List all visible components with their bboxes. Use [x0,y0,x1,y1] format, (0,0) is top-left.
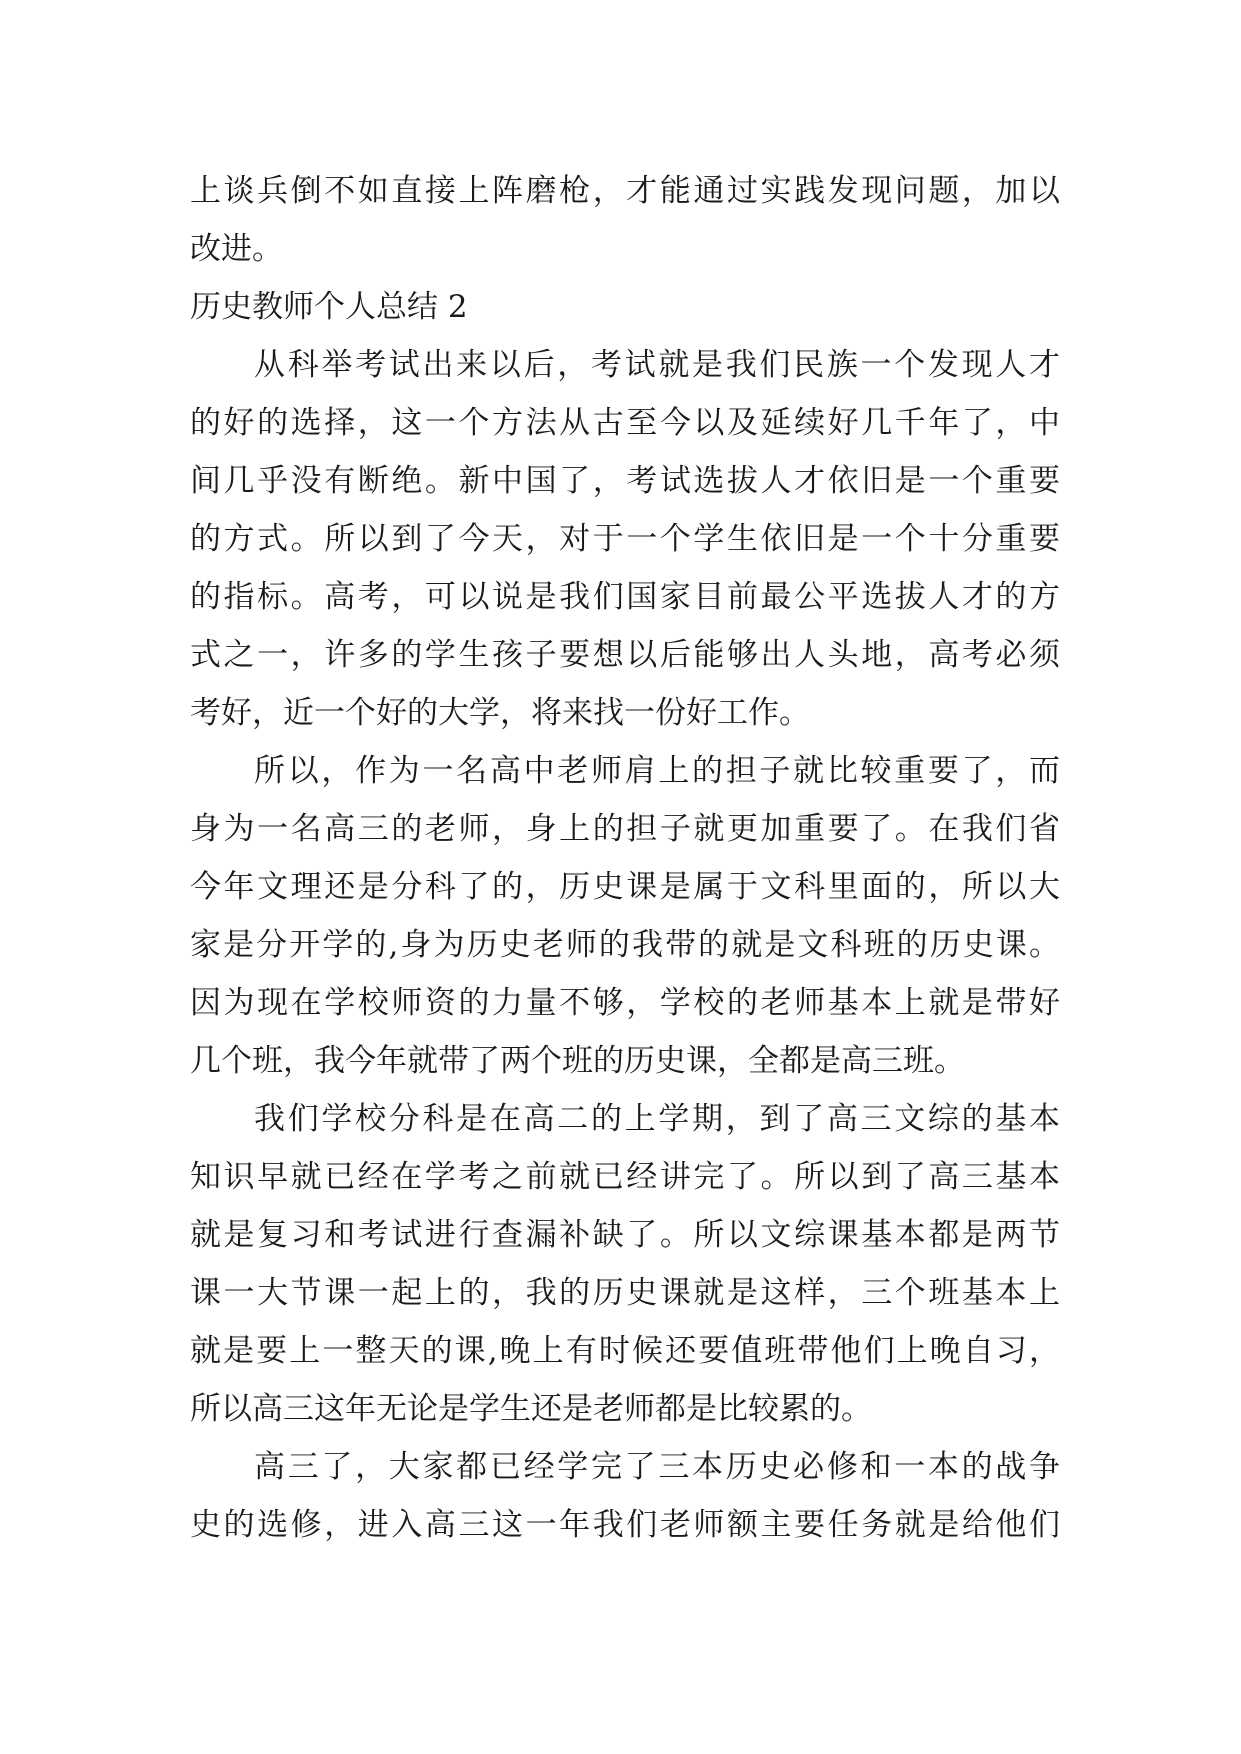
paragraph-line: 所以高三这年无论是学生还是老师都是比较累的。 [190,1391,872,1427]
paragraph-line: 的方式。所以到了今天，对于一个学生依旧是一个十分重要 [190,521,1060,557]
paragraph-line: 几个班，我今年就带了两个班的历史课，全都是高三班。 [190,1043,965,1079]
paragraph-line: 从科举考试出来以后，考试就是我们民族一个发现人才 [254,347,1060,383]
intro-line: 改进。 [190,231,283,267]
paragraph-line: 考好，近一个好的大学，将来找一份好工作。 [190,695,810,731]
paragraph-line: 史的选修，进入高三这一年我们老师额主要任务就是给他们 [190,1507,1060,1543]
paragraph-line: 间几乎没有断绝。新中国了，考试选拔人才依旧是一个重要 [190,463,1060,499]
paragraph-line: 式之一，许多的学生孩子要想以后能够出人头地，高考必须 [190,637,1060,673]
paragraph-line: 课一大节课一起上的，我的历史课就是这样，三个班基本上 [190,1275,1060,1311]
paragraph-line: 因为现在学校师资的力量不够，学校的老师基本上就是带好 [190,985,1060,1021]
intro-line: 上谈兵倒不如直接上阵磨枪，才能通过实践发现问题，加以 [190,173,1060,209]
paragraph-line: 就是要上一整天的课,晚上有时候还要值班带他们上晚自习， [190,1333,1060,1369]
paragraph-line: 的好的选择，这一个方法从古至今以及延续好几千年了，中 [190,405,1060,441]
paragraph-line: 身为一名高三的老师，身上的担子就更加重要了。在我们省 [190,811,1060,847]
paragraph-line: 今年文理还是分科了的，历史课是属于文科里面的，所以大 [190,869,1060,905]
paragraph-line: 知识早就已经在学考之前就已经讲完了。所以到了高三基本 [190,1159,1060,1195]
paragraph-line: 家是分开学的,身为历史老师的我带的就是文科班的历史课。 [190,927,1060,963]
paragraph-line: 我们学校分科是在高二的上学期，到了高三文综的基本 [254,1101,1060,1137]
paragraph-line: 所以，作为一名高中老师肩上的担子就比较重要了，而 [254,753,1060,789]
paragraph-line: 高三了，大家都已经学完了三本历史必修和一本的战争 [254,1449,1060,1485]
document-body [190,162,1060,1554]
section-title: 历史教师个人总结 2 [190,289,468,325]
paragraph-line: 就是复习和考试进行查漏补缺了。所以文综课基本都是两节 [190,1217,1060,1253]
paragraph-line: 的指标。高考，可以说是我们国家目前最公平选拔人才的方 [190,579,1060,615]
